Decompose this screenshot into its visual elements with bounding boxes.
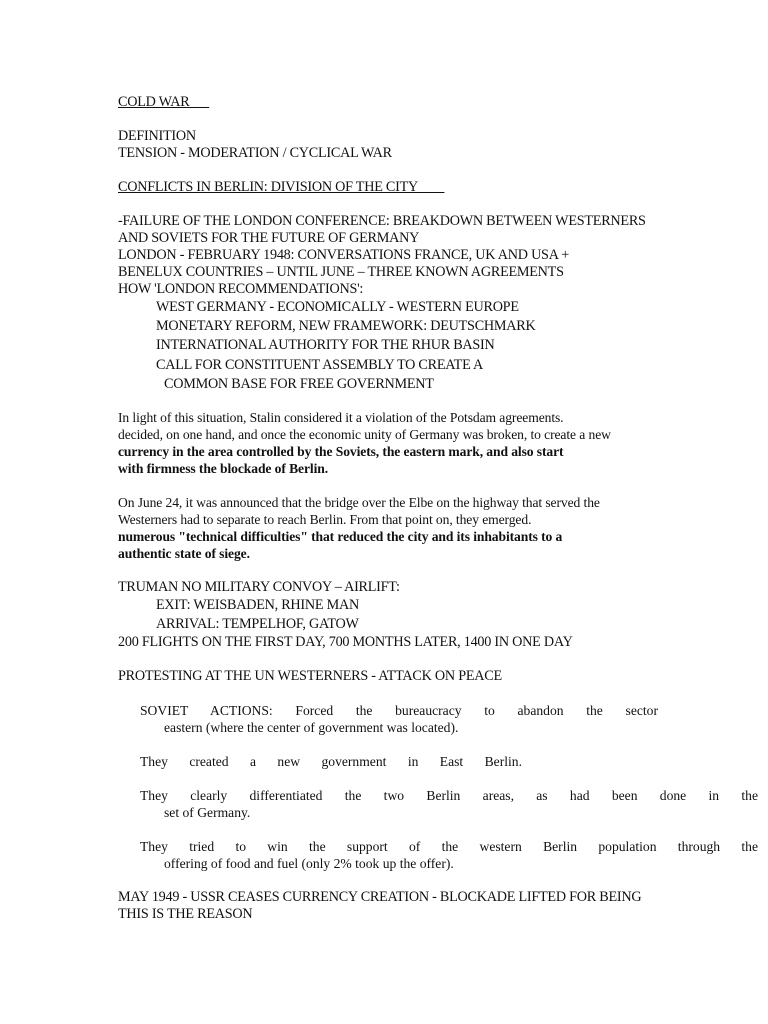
london-line-4: BENELUX COUNTRIES – UNTIL JUNE – THREE KNOWN AGREEMENTS — [118, 264, 564, 280]
conclusion-line-1: MAY 1949 - USSR CEASES CURRENCY CREATION - BLOCKADE LIFTED FOR BEING — [118, 889, 642, 906]
list-item: ARRIVAL: TEMPELHOF, GATOW — [118, 615, 758, 634]
stalin-line-3: currency in the area controlled by the Soviets, the eastern mark, and also start — [118, 443, 564, 459]
missing-glyph-icon — [142, 615, 156, 634]
soviet-action-2: They created a new government in East Berlin. — [140, 754, 522, 770]
missing-glyph-icon — [142, 298, 156, 317]
stalin-line-4: with firmness the blockade of Berlin. — [118, 460, 329, 476]
june-line-3: numerous "technical difficulties" that reduced the city and its inhabitants to a — [118, 528, 563, 544]
list-item: INTERNATIONAL AUTHORITY FOR THE RHUR BASIN — [118, 336, 758, 355]
list-item-continuation: COMMON BASE FOR FREE GOVERNMENT — [164, 375, 434, 392]
june-line-4: authentic state of siege. — [118, 545, 250, 561]
definition-heading: DEFINITION — [118, 128, 196, 144]
conclusion-line-2: THIS IS THE REASON — [118, 906, 253, 923]
list-item: WEST GERMANY - ECONOMICALLY - WESTERN EUROPE — [118, 298, 758, 317]
missing-glyph-icon — [142, 336, 156, 355]
airlift-list — [118, 596, 758, 634]
list-item: EXIT: WEISBADEN, RHINE MAN — [118, 596, 758, 615]
flights-line: 200 FLIGHTS ON THE FIRST DAY, 700 MONTHS LATER, 1400 IN ONE DAY — [118, 634, 573, 651]
conflicts-heading: CONFLICTS IN BERLIN: DIVISION OF THE CITY — [118, 179, 419, 195]
london-recommendations-list — [118, 298, 758, 375]
definition-text: TENSION - MODERATION / CYCLICAL WAR — [118, 145, 392, 161]
soviet-action-4: They tried to win the support of the western Berlin population through the offering of food and fuel (only 2% took up the offer). — [140, 839, 758, 872]
doc-title: COLD WAR — [118, 94, 190, 110]
missing-glyph-icon — [142, 317, 156, 336]
list-item: MONETARY REFORM, NEW FRAMEWORK: DEUTSCHMARK — [118, 317, 758, 336]
june-line-1: On June 24, it was announced that the bridge over the Elbe on the highway that served the — [118, 494, 600, 510]
document-page — [118, 94, 758, 923]
london-line-2: AND SOVIETS FOR THE FUTURE OF GERMANY — [118, 230, 420, 246]
stalin-line-2: decided, on one hand, and once the economic unity of Germany was broken, to create a new — [118, 426, 611, 442]
london-line-5: HOW 'LONDON RECOMMENDATIONS': — [118, 281, 364, 297]
airlift-heading: TRUMAN NO MILITARY CONVOY – AIRLIFT: — [118, 578, 400, 595]
list-item: CALL FOR CONSTITUENT ASSEMBLY TO CREATE A — [118, 356, 758, 375]
soviet-action-3: They clearly differentiated the two Berlin areas, as had been done in the set of Germany. — [140, 788, 758, 821]
london-line-3: LONDON - FEBRUARY 1948: CONVERSATIONS FRANCE, UK AND USA + — [118, 247, 569, 263]
protest-heading: PROTESTING AT THE UN WESTERNERS - ATTACK ON PEACE — [118, 668, 502, 685]
london-line-1: -FAILURE OF THE LONDON CONFERENCE: BREAKDOWN BETWEEN WESTERNERS — [118, 213, 646, 229]
june-line-2: Westerners had to separate to reach Berlin. From that point on, they emerged. — [118, 511, 532, 527]
missing-glyph-icon — [142, 596, 156, 615]
stalin-line-1: In light of this situation, Stalin considered it a violation of the Potsdam agreements. — [118, 409, 564, 425]
missing-glyph-icon — [142, 356, 156, 375]
soviet-action-1: SOVIET ACTIONS: Forced the bureaucracy to abandon the sector eastern (where the center of government was located). — [140, 703, 658, 736]
